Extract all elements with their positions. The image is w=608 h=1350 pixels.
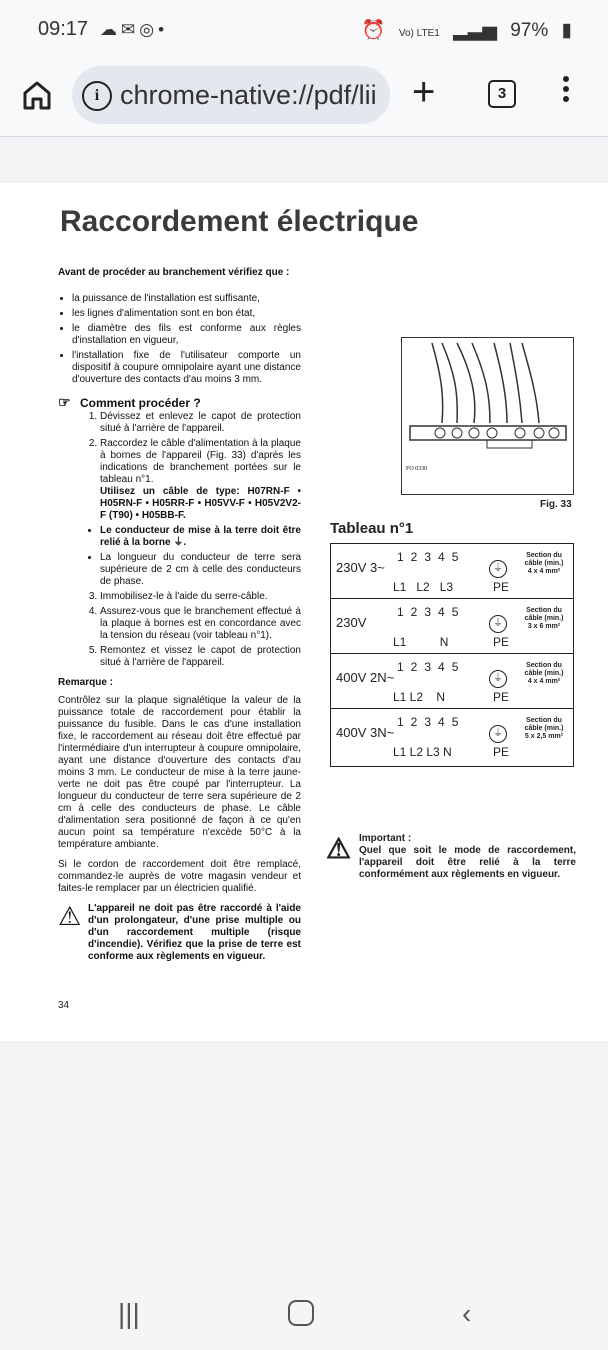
section-info: Section du câble (min.) 3 x 6 mm² — [524, 607, 564, 630]
terminal-numbers: 12345 — [397, 715, 466, 729]
pointing-hand-icon: ☞ — [58, 394, 71, 410]
list-item: • l'installation fixe de l'utilisateur comporte un dispositif à coupure omnipolaire ayant une distance d'ouverture des contacts d'au moins 3 mm. — [72, 350, 301, 386]
voltage-label: 400V 2N~ — [336, 670, 395, 685]
important-title: Important : — [359, 833, 412, 844]
step-item: 5. Remontez et vissez le capot de protection situé à l'arrière de l'appareil. — [100, 645, 301, 669]
terminal-numbers: 12345 — [397, 550, 466, 564]
page-number: 34 — [58, 1000, 70, 1011]
status-bar — [0, 0, 608, 58]
warning-box — [58, 903, 301, 963]
table-row — [331, 654, 573, 709]
step-item: 4. Assurez-vous que le branchement effectué à la plaque à bornes est en concordance avec la tension du réseau (voir tableau n°1). — [100, 606, 301, 642]
left-column — [58, 267, 301, 963]
warning-icon: ⚠ — [58, 901, 82, 931]
terminal-numbers: 12345 — [397, 660, 466, 674]
table-title: Tableau n°1 — [330, 520, 414, 537]
home-button-icon[interactable] — [288, 1300, 314, 1326]
conductor-labels: L1 L2 L3 — [393, 580, 454, 594]
figure-caption: Fig. 33 — [540, 499, 572, 510]
conductor-labels: L1 L2 L3 N — [393, 745, 452, 759]
info-icon[interactable]: i — [82, 81, 112, 111]
warning-text: L'appareil ne doit pas être raccordé à l'aide d'un prolongateur, d'une prise multiple ou d'un raccordement multiple (risque d'incendie). Vérifiez que la prise de terre est conforme aux règlements en vigueur. — [88, 903, 301, 962]
remark-text: Contrôlez sur la plaque signalétique la valeur de la puissance totale de raccordement pour établir la puissance du fusible. Dans le cas d'une installation fixe, le raccordement au réseau doit être effectué par l'intermédiaire d'un interrupteur à coupure omnipolaire, ayant une distance d'ouverture des contacts d'au moins 3 mm. Le conducteur de mise à la terre jaune-verte ne doit pas être coupé par l'interrupteur. La longueur du conducteur de terre sera supérieure de 2 cm à celle des conducteurs de phase. Le câble d'alimentation sera positionné de façon à ce qu'en aucun point sa température n'excède 50°C à la température ambiante. — [58, 695, 301, 850]
remark-title: Remarque : — [58, 677, 114, 688]
table-row — [331, 599, 573, 654]
voltage-label: 230V 3~ — [336, 560, 385, 575]
terminal-figure — [401, 337, 574, 495]
notification-icons: ☁✉◎• — [100, 20, 169, 39]
signal-icon: ▂▃▅ — [453, 20, 497, 41]
bullet-item: • La longueur du conducteur de terre sera supérieure de 2 cm à celle des conducteurs de phase. — [100, 552, 301, 588]
table-row — [331, 544, 573, 599]
home-icon[interactable] — [20, 78, 54, 112]
intro-text: Avant de procéder au branchement vérifiez que : — [58, 267, 290, 278]
earth-icon: ⏚ — [489, 560, 507, 578]
conductor-labels: L1 L2 N — [393, 690, 446, 704]
section-info: Section du câble (min.) 5 x 2,5 mm² — [524, 717, 564, 740]
cord-text: Si le cordon de raccordement doit être remplacé, commandez-le auprès de votre magasin vendeur et faites-le remplacer par un électricien qualifié. — [58, 859, 301, 894]
warning-icon: ⚠ — [326, 833, 352, 864]
back-icon[interactable]: ‹ — [462, 1298, 472, 1329]
list-item: • les lignes d'alimentation sont en bon état, — [72, 308, 301, 320]
list-item: • la puissance de l'installation est suffisante, — [72, 293, 301, 305]
status-right — [354, 18, 572, 42]
step-item: 2. Raccordez le câble d'alimentation à la plaque à bornes de l'appareil (Fig. 33) d'après les indications de branchement portées sur le tableau n°1. Utilisez un câble de type: H07RN-F • H05RN-F • H05RR-F • H05VV-F • H05V2V2-F (T90) • H05BB-F. — [100, 438, 301, 522]
earth-icon: ⏚ — [489, 725, 507, 743]
steps-list — [58, 411, 301, 669]
url-text[interactable]: chrome-native://pdf/lii — [120, 80, 377, 110]
voltage-label: 400V 3N~ — [336, 725, 395, 740]
system-nav-bar — [0, 1278, 608, 1350]
earth-icon: ⏚ — [489, 615, 507, 633]
new-tab-icon[interactable]: + — [412, 70, 436, 114]
pe-label: PE — [493, 635, 510, 649]
check-list — [58, 293, 301, 386]
terminal-numbers: 12345 — [397, 605, 466, 619]
pdf-page — [0, 183, 608, 1041]
important-text: Quel que soit le mode de raccordement, l'appareil doit être relié à la terre conformément aux règlements en vigueur. — [359, 845, 576, 880]
recent-apps-icon[interactable]: ||| — [118, 1298, 140, 1329]
step-item: 3. Immobilisez-le à l'aide du serre-câble. — [100, 591, 301, 603]
bullet-item: • Le conducteur de mise à la terre doit être relié à la borne ⏚. — [100, 525, 301, 549]
browser-toolbar — [0, 58, 608, 137]
more-menu-icon[interactable] — [563, 76, 571, 106]
connection-table — [330, 543, 574, 767]
list-item: • le diamètre des fils est conforme aux règles d'installation en vigueur, — [72, 323, 301, 347]
page-title: Raccordement électrique — [60, 205, 419, 238]
section-info: Section du câble (min.) 4 x 4 mm² — [524, 552, 564, 575]
battery-label: 97% — [510, 20, 549, 41]
alarm-icon: ⏰ — [361, 20, 386, 41]
pe-label: PE — [493, 580, 510, 594]
earth-icon: ⏚ — [489, 670, 507, 688]
pe-label: PE — [493, 745, 510, 759]
address-bar[interactable] — [72, 66, 390, 124]
tab-switcher-button[interactable]: 3 — [488, 80, 516, 108]
step-item: 1. Dévissez et enlevez le capot de protection situé à l'arrière de l'appareil. — [100, 411, 301, 435]
terminal-block-drawing — [402, 338, 573, 494]
pe-label: PE — [493, 690, 510, 704]
voltage-label: 230V — [336, 615, 367, 630]
conductor-labels: L1 N — [393, 635, 449, 649]
how-heading: ☞ Comment procéder ? — [58, 394, 201, 410]
figure-code: FO 0330 — [406, 466, 428, 472]
network-label: Vo) LTE1 — [398, 28, 440, 39]
important-note — [326, 833, 576, 881]
battery-icon: ▮ — [561, 20, 572, 41]
status-time: 09:17 — [38, 18, 89, 40]
section-info: Section du câble (min.) 4 x 4 mm² — [524, 662, 564, 685]
table-row — [331, 709, 573, 763]
cable-types: Utilisez un câble de type: H07RN-F • H05RN-F • H05RR-F • H05VV-F • H05V2V2-F (T90) • H05BB-F. — [100, 486, 301, 521]
